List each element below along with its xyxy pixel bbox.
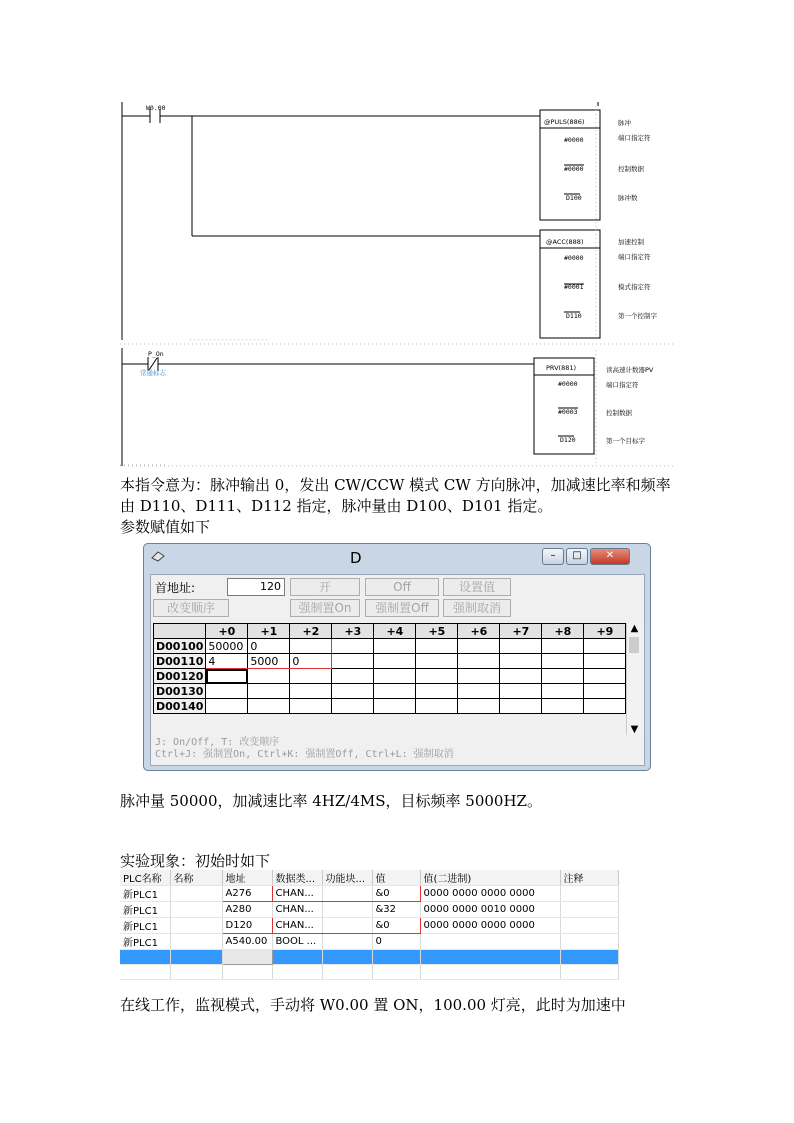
cell-plc: 新PLC1 [120, 886, 170, 902]
grid-cell[interactable] [542, 669, 584, 684]
grid-cell[interactable] [416, 699, 458, 714]
table-row[interactable] [120, 918, 618, 934]
grid-cell[interactable] [500, 684, 542, 699]
col-header-plc[interactable]: PLC名称 [120, 870, 170, 886]
cell-empty-focus[interactable] [222, 950, 272, 965]
window-client [150, 574, 645, 766]
contact-w0-label: W0.00 [146, 104, 166, 112]
vertical-scrollbar[interactable] [626, 623, 642, 735]
cell-binary [420, 934, 560, 950]
grid-cell[interactable] [290, 684, 332, 699]
puls-desc2: 控制数据 [618, 165, 644, 173]
puls-op2: #0000 [564, 165, 584, 173]
cell-empty [560, 950, 618, 965]
cell-comment [560, 918, 618, 934]
paragraph-1-line-1: 本指令意为：脉冲输出 0，发出 CW/CCW 模式 CW 方向脉冲，加减速比率和频率 [120, 476, 671, 494]
col-header: +1 [248, 624, 290, 639]
grid-row [154, 654, 626, 669]
grid-corner [154, 624, 206, 639]
cell-address: A540.00 [222, 934, 272, 950]
cell-plc: 新PLC1 [120, 902, 170, 918]
cell-empty [272, 950, 322, 965]
puls-name: @PULS(886) [544, 118, 585, 126]
grid-cell[interactable] [584, 669, 626, 684]
acc-name: @ACC(888) [546, 238, 584, 246]
acc-desc1: 端口指定符 [618, 253, 651, 261]
table-row[interactable] [120, 965, 618, 980]
grid-cell[interactable] [206, 699, 248, 714]
row-address: D00130 [154, 684, 206, 699]
puls-desc1: 端口指定符 [618, 134, 651, 142]
col-header: +6 [458, 624, 500, 639]
prv-desc0: 读高速计数器PV [606, 366, 654, 374]
grid-cell[interactable] [332, 654, 374, 669]
paragraph-1-line-2: 由 D110、D111、D112 指定，脉冲量由 D100、D101 指定。 [120, 497, 553, 515]
grid-cell-selected[interactable] [206, 669, 248, 684]
col-header: +4 [374, 624, 416, 639]
acc-op3: D110 [566, 312, 582, 320]
col-header-datatype[interactable]: 数据类... [272, 870, 322, 886]
cell-value: &0 [372, 918, 420, 934]
puls-desc0: 脉冲 [618, 119, 631, 127]
cell-fb [322, 934, 372, 950]
cell-datatype: BOOL ... [272, 934, 322, 950]
table-row[interactable] [120, 934, 618, 950]
prv-desc3: 第一个目标字 [606, 437, 645, 445]
row-address: D00120 [154, 669, 206, 684]
grid-cell[interactable] [584, 699, 626, 714]
cell-name [170, 918, 222, 934]
prv-op3: D120 [560, 436, 576, 444]
grid-cell[interactable] [542, 639, 584, 654]
cell-fb [322, 886, 372, 902]
grid-cell[interactable] [374, 654, 416, 669]
help-line-1: J: On/Off, T: 改变顺序 [155, 737, 280, 748]
grid-row [154, 639, 626, 654]
contact-pon-note: 常通标志 [140, 369, 166, 377]
cell-empty [372, 950, 420, 965]
cell-plc: 新PLC1 [120, 918, 170, 934]
ladder-diagram [118, 98, 674, 468]
start-address-label: 首地址: [155, 581, 196, 595]
paragraph-5: 在线工作，监视模式，手动将 W0.00 置 ON，100.00 灯亮，此时为加速中 [120, 996, 626, 1014]
off-button[interactable]: Off [365, 578, 439, 596]
grid-cell[interactable] [458, 699, 500, 714]
cell-empty [170, 950, 222, 965]
col-header: +5 [416, 624, 458, 639]
force-cancel-button[interactable]: 强制取消 [443, 599, 511, 617]
minimize-button[interactable]: – [542, 548, 564, 565]
grid-cell[interactable] [416, 654, 458, 669]
table-row[interactable] [120, 886, 618, 902]
grid-cell[interactable] [584, 654, 626, 669]
cell-empty [420, 950, 560, 965]
prv-desc2: 控制数据 [606, 409, 632, 417]
cell-address: A276 [222, 886, 272, 902]
shortcut-help [155, 737, 454, 761]
grid-cell[interactable]: 4 [206, 654, 248, 669]
force-off-button[interactable]: 强制置Off [365, 599, 439, 617]
cell-comment [560, 886, 618, 902]
grid-cell[interactable] [458, 684, 500, 699]
grid-cell[interactable] [416, 639, 458, 654]
grid-cell[interactable] [290, 699, 332, 714]
col-header-name[interactable]: 名称 [170, 870, 222, 886]
cell-datatype: CHAN... [272, 886, 322, 902]
grid-cell[interactable]: 50000 [206, 639, 248, 654]
grid-cell[interactable] [500, 699, 542, 714]
cell-comment [560, 902, 618, 918]
grid-cell[interactable]: 0 [290, 654, 332, 669]
puls-op1: #0000 [564, 136, 584, 144]
grid-cell[interactable]: 5000 [248, 654, 290, 669]
window-titlebar[interactable] [144, 544, 650, 570]
grid-cell[interactable] [374, 699, 416, 714]
col-header: +7 [500, 624, 542, 639]
grid-cell[interactable] [374, 639, 416, 654]
grid-cell[interactable] [332, 684, 374, 699]
scroll-down-icon[interactable]: ▼ [630, 724, 639, 735]
grid-cell[interactable] [248, 669, 290, 684]
grid-cell[interactable] [374, 669, 416, 684]
grid-cell[interactable] [584, 684, 626, 699]
cell-comment [560, 934, 618, 950]
grid-cell[interactable] [332, 699, 374, 714]
grid-cell[interactable] [290, 669, 332, 684]
grid-cell[interactable] [332, 669, 374, 684]
cell-plc: 新PLC1 [120, 934, 170, 950]
watch-table [120, 870, 619, 980]
grid-cell[interactable] [542, 699, 584, 714]
col-header: +8 [542, 624, 584, 639]
cell-value: 0 [372, 934, 420, 950]
grid-row [154, 699, 626, 714]
grid-cell[interactable] [248, 699, 290, 714]
prv-desc1: 端口指定符 [606, 381, 639, 389]
grid-cell[interactable] [458, 669, 500, 684]
grid-cell[interactable] [500, 654, 542, 669]
table-row[interactable] [120, 902, 618, 918]
row-address: D00140 [154, 699, 206, 714]
on-button[interactable]: 开 [290, 578, 360, 596]
close-button[interactable]: ✕ [590, 548, 630, 565]
col-header: +9 [584, 624, 626, 639]
cell-empty [120, 950, 170, 965]
cell-address: D120 [222, 918, 272, 934]
grid-cell[interactable] [248, 684, 290, 699]
table-row-selected[interactable] [120, 950, 618, 965]
grid-row [154, 669, 626, 684]
cell-name [170, 934, 222, 950]
cell-value: &32 [372, 902, 420, 918]
row-address: D00100 [154, 639, 206, 654]
cell-address: A280 [222, 902, 272, 918]
grid-cell[interactable] [500, 669, 542, 684]
cell-binary: 0000 0000 0000 0000 [420, 918, 560, 934]
col-header: +2 [290, 624, 332, 639]
memory-grid [153, 623, 626, 714]
change-order-button[interactable]: 改变顺序 [153, 599, 229, 617]
puls-op3: D100 [566, 194, 582, 202]
cell-datatype: CHAN... [272, 918, 322, 934]
scroll-thumb[interactable] [629, 637, 639, 653]
cell-datatype: CHAN... [272, 902, 322, 918]
prv-op1: #0000 [558, 380, 578, 388]
contact-pon-label: P_On [148, 350, 164, 358]
acc-desc2: 模式指定符 [618, 283, 651, 291]
col-header-address[interactable]: 地址 [222, 870, 272, 886]
row-address: D00110 [154, 654, 206, 669]
acc-op2: #0001 [564, 283, 584, 291]
ladder-lines [118, 98, 674, 468]
cell-value: &0 [372, 886, 420, 902]
grid-cell[interactable] [416, 684, 458, 699]
window-title: D [350, 549, 362, 567]
grid-row [154, 684, 626, 699]
grid-cell[interactable] [458, 639, 500, 654]
scroll-up-icon[interactable]: ▲ [630, 623, 639, 634]
d-memory-window [143, 543, 651, 771]
cell-name [170, 902, 222, 918]
col-header-binary[interactable]: 值(二进制) [420, 870, 560, 886]
set-value-button[interactable]: 设置值 [443, 578, 511, 596]
cell-fb [322, 902, 372, 918]
col-header-value[interactable]: 值 [372, 870, 420, 886]
acc-desc0: 加速控制 [618, 238, 644, 246]
col-header-comment[interactable]: 注释 [560, 870, 618, 886]
grid-cell[interactable] [332, 639, 374, 654]
puls-desc3: 脉冲数 [618, 194, 638, 202]
help-line-2: Ctrl+J: 强制置On, Ctrl+K: 强制置Off, Ctrl+L: 强制取消 [155, 749, 454, 760]
prv-name: PRV(881) [546, 364, 577, 372]
grid-cell[interactable] [500, 639, 542, 654]
grid-cell[interactable] [374, 684, 416, 699]
start-address-input[interactable]: 120 [227, 578, 285, 596]
prv-op2: #0003 [558, 408, 578, 416]
paragraph-4: 实验现象：初始时如下 [120, 852, 271, 870]
maximize-button[interactable]: □ [566, 548, 588, 565]
grid-cell[interactable] [416, 669, 458, 684]
cell-fb [322, 918, 372, 934]
paragraph-3: 脉冲量 50000，加减速比率 4HZ/4MS，目标频率 5000HZ。 [120, 792, 542, 810]
acc-op1: #0000 [564, 254, 584, 262]
col-header: +0 [206, 624, 248, 639]
cell-binary: 0000 0000 0000 0000 [420, 886, 560, 902]
eraser-icon [150, 550, 166, 562]
col-header-fb[interactable]: 功能块... [322, 870, 372, 886]
grid-cell[interactable] [206, 684, 248, 699]
grid-cell[interactable] [584, 639, 626, 654]
grid-cell[interactable] [542, 684, 584, 699]
cell-empty [322, 950, 372, 965]
paragraph-2: 参数赋值如下 [120, 518, 211, 536]
grid-cell[interactable] [458, 654, 500, 669]
cell-name [170, 886, 222, 902]
cell-binary: 0000 0000 0010 0000 [420, 902, 560, 918]
grid-cell[interactable]: 0 [248, 639, 290, 654]
grid-cell[interactable] [542, 654, 584, 669]
grid-cell[interactable] [290, 639, 332, 654]
acc-desc3: 第一个控制字 [618, 312, 657, 320]
force-on-button[interactable]: 强制置On [290, 599, 360, 617]
col-header: +3 [332, 624, 374, 639]
